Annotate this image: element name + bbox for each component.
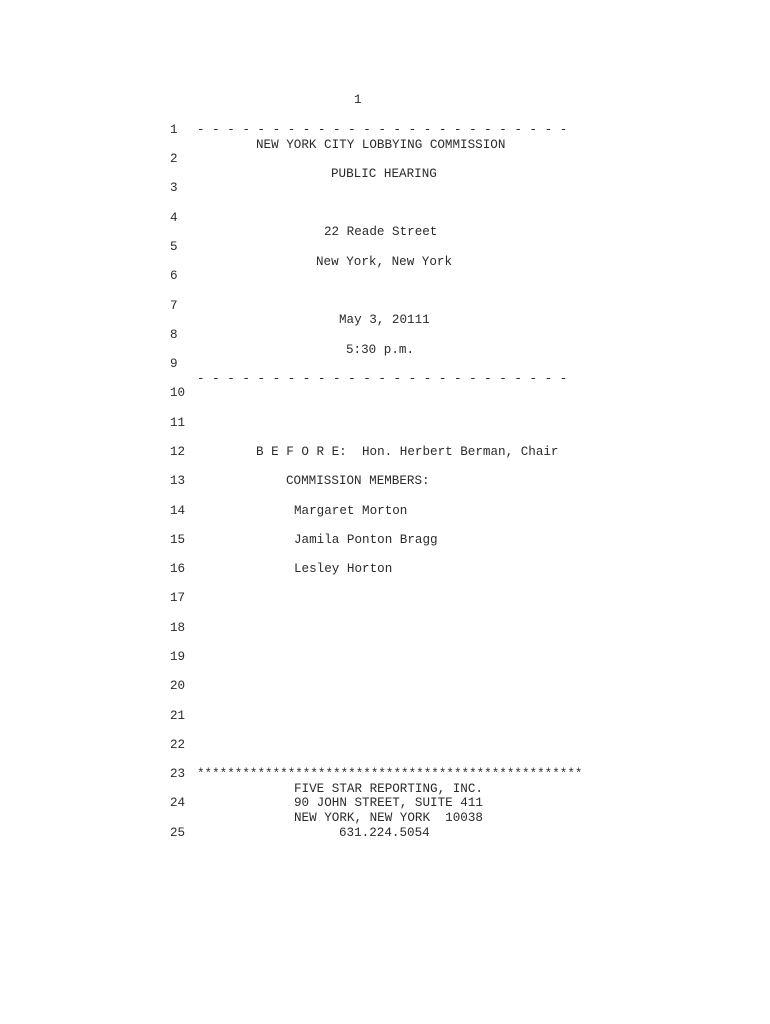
line-number: 21 — [170, 709, 186, 723]
line-number: 5 — [170, 240, 178, 254]
hearing-date: May 3, 20111 — [339, 313, 430, 327]
line-number: 13 — [170, 474, 186, 488]
line-number: 8 — [170, 328, 178, 342]
line-number: 12 — [170, 445, 186, 459]
line-number: 9 — [170, 357, 178, 371]
line-number: 10 — [170, 386, 186, 400]
line-number: 24 — [170, 796, 186, 810]
company-phone: 631.224.5054 — [339, 826, 430, 840]
line-number: 7 — [170, 299, 178, 313]
line-number: 14 — [170, 504, 186, 518]
line-number: 19 — [170, 650, 186, 664]
star-rule: *************************************************** — [197, 767, 583, 781]
line-number: 4 — [170, 211, 178, 225]
line-number: 1 — [170, 123, 178, 137]
dash-rule-bottom: - - - - - - - - - - - - - - - - - - - - - - - - - — [197, 372, 568, 386]
line-number: 11 — [170, 416, 186, 430]
members-heading: COMMISSION MEMBERS: — [286, 474, 430, 488]
member-name: Jamila Ponton Bragg — [294, 533, 438, 547]
line-number: 20 — [170, 679, 186, 693]
member-name: Margaret Morton — [294, 504, 408, 518]
hearing-time: 5:30 p.m. — [346, 343, 415, 357]
chair-name: Hon. Herbert Berman, Chair — [362, 445, 559, 459]
line-number: 18 — [170, 621, 186, 635]
line-number: 6 — [170, 269, 178, 283]
before-label: B E F O R E: — [256, 445, 347, 459]
company-city: NEW YORK, NEW YORK 10038 — [294, 811, 483, 825]
page-number: 1 — [354, 93, 362, 107]
event-title: PUBLIC HEARING — [331, 167, 437, 181]
company-address: 90 JOHN STREET, SUITE 411 — [294, 796, 483, 810]
line-number: 25 — [170, 826, 186, 840]
line-number: 2 — [170, 152, 178, 166]
line-number: 16 — [170, 562, 186, 576]
commission-title: NEW YORK CITY LOBBYING COMMISSION — [256, 138, 506, 152]
line-number: 15 — [170, 533, 186, 547]
line-number: 3 — [170, 181, 178, 195]
street-address: 22 Reade Street — [324, 225, 438, 239]
line-number: 23 — [170, 767, 186, 781]
reporting-company: FIVE STAR REPORTING, INC. — [294, 782, 483, 796]
line-number: 17 — [170, 591, 186, 605]
line-number: 22 — [170, 738, 186, 752]
city-line: New York, New York — [316, 255, 453, 269]
member-name: Lesley Horton — [294, 562, 393, 576]
dash-rule-top: - - - - - - - - - - - - - - - - - - - - - - - - - — [197, 123, 568, 137]
